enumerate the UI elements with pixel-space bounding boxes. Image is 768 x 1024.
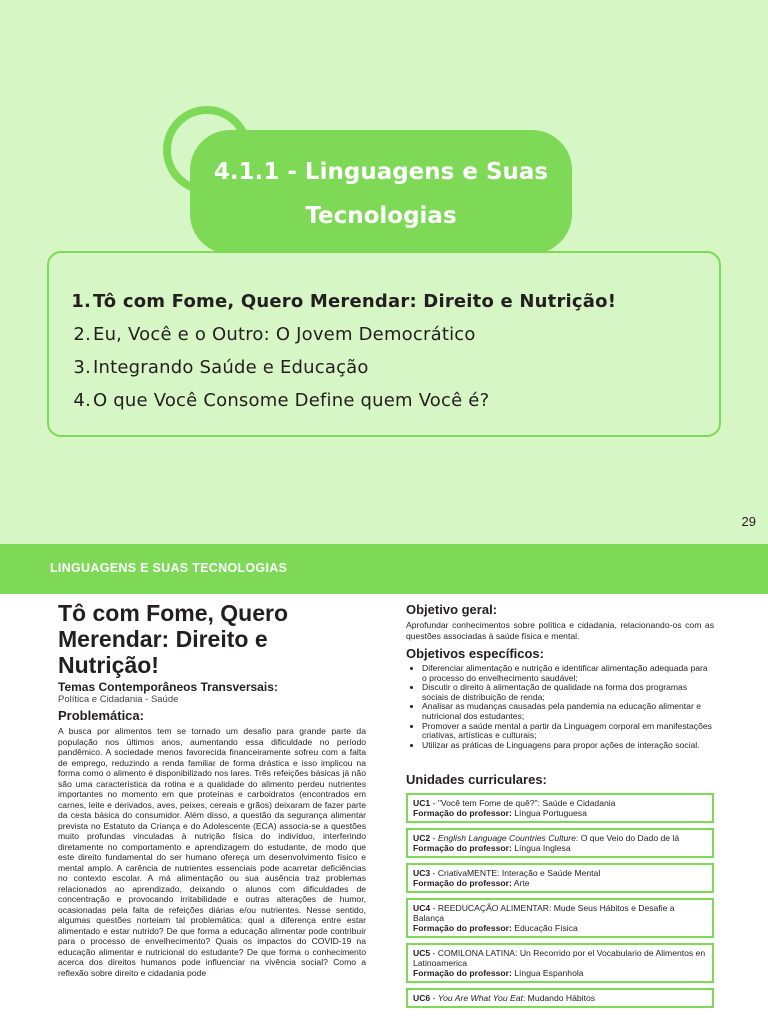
specific-objectives-heading: Objetivos específicos: — [406, 646, 544, 661]
unit-separator: - — [430, 868, 438, 879]
teacher-label: Formação do professor: — [413, 843, 512, 854]
unit-separator: - — [430, 993, 438, 1004]
topic-number: 1. — [71, 291, 91, 312]
topics-box — [47, 251, 721, 437]
unit-title-italic: You Are What You Eat — [437, 993, 523, 1004]
unit-separator: - — [430, 798, 438, 809]
unit-separator: - — [430, 903, 438, 914]
units-heading: Unidades curriculares: — [406, 772, 547, 788]
unit-separator: - — [430, 833, 438, 844]
unit-teacher-line — [413, 968, 707, 978]
unit-teacher: Língua Inglesa — [514, 843, 571, 854]
topic-number: 3. — [73, 357, 91, 378]
unit-title-line — [413, 993, 707, 1003]
band-title: LINGUAGENS E SUAS TECNOLOGIAS — [50, 561, 288, 575]
unit-title: "Você tem Fome de quê?": Saúde e Cidadania — [437, 798, 616, 809]
topic-item — [69, 285, 616, 318]
problem-text: A busca por alimentos tem se tornado um desafio para grande parte da população nos últimos anos, aumentando essa dificuldade no período pandêmico. A sociedade menos favorecida financeiramente sofreu com a falta de emprego, reduzindo a renda familiar de forma drástica e isso implicou na forma como o alimento é disponibilizado nos lares. Três refeições básicas já não são uma característica da rotina e a qualidade do alimento perdeu nutrientes importantes no momento em que proteínas e carboidratos (encontrados em carnes, leite e derivados, aves, peixes, cereais e grãos) deixaram de fazer parte da cesta básica do consumidor. Além disso, a questão da segurança alimentar prevista no Estatuto da Criança e do Adolescente (ECA) associa-se a questões muito profundas vinculadas à nutrição física do indivíduo, interferindo diretamente no comportamento e aprendizagem do estudante, de modo que este direito fundamental do ser humano ofereça um desenvolvimento físico e mental amplo. A carência de nutrientes essenciais pode acarretar deficiências no contexto escolar. A má alimentação ou sua ausência traz problemas relacionados ao aprendizado, deixando o alunos com dificuldades de concentração e provocando irritabilidade e outras alterações de humor, ocasionadas pela falta de refeições diárias e/ou nutrientes. Nesse sentido, algumas questões norteiam tal problemática: qual a diferença entre estar alimentado e estar nutrido? De que forma a educação alimentar pode contribuir para o processo de envelhecimento? Quais os impactos do COVID-19 na educação alimentar e nutricional do estudante? De que forma o conhecimento acerca dos direitos humanos pode influenciar na vivência social? Como a reflexão sobre direito e cidadania pode — [58, 726, 366, 978]
teacher-label: Formação do professor: — [413, 923, 512, 934]
unit-code: UC2 — [413, 833, 431, 844]
unit-separator: - — [430, 948, 438, 959]
unit-title: CriativaMENTE: Interação e Saúde Mental — [437, 868, 601, 879]
teacher-label: Formação do professor: — [413, 808, 512, 819]
unit-teacher: Arte — [513, 878, 530, 889]
topic-label: Tô com Fome, Quero Merendar: Direito e Nutrição! — [93, 291, 617, 312]
unit-card — [406, 863, 714, 893]
unit-code: UC4 — [413, 903, 431, 914]
section-band — [0, 544, 768, 594]
general-objective-text: Aprofundar conhecimentos sobre política e cidadania, relacionando-os com as questões associadas à saúde física e mental. — [406, 620, 714, 641]
specific-objectives-list — [406, 664, 714, 750]
right-column — [406, 602, 714, 1013]
unit-card — [406, 793, 714, 823]
unit-code: UC6 — [413, 993, 431, 1004]
section-heading-line2: Tecnologias — [305, 203, 457, 229]
teacher-label: Formação do professor: — [413, 968, 512, 979]
topic-item — [69, 384, 616, 417]
problem-heading: Problemática: — [58, 708, 144, 723]
unit-teacher: Educação Física — [514, 923, 578, 934]
unit-teacher-line — [413, 923, 707, 933]
topic-number: 4. — [73, 390, 91, 411]
unit-title: REEDUCAÇÃO ALIMENTAR: Mude Seus Hábitos e Desafie a Balança — [413, 903, 675, 924]
doc-title-line: Nutrição! — [58, 652, 159, 678]
page-number: 29 — [741, 514, 756, 529]
unit-card — [406, 943, 714, 983]
unit-teacher: Língua Portuguesa — [514, 808, 587, 819]
unit-code: UC5 — [413, 948, 431, 959]
unit-title: : O que Veio do Dado de lá — [575, 833, 680, 844]
section-heading — [190, 130, 572, 254]
topic-item — [69, 318, 616, 351]
unit-teacher-line — [413, 808, 707, 818]
topic-label: Eu, Você e o Outro: O Jovem Democrático — [93, 324, 476, 345]
unit-title-line — [413, 903, 707, 923]
themes-heading: Temas Contemporâneos Transversais: — [58, 680, 278, 694]
unit-title-line — [413, 948, 707, 968]
doc-title — [58, 600, 366, 678]
objective-item: • Discutir o direito à alimentação de qualidade na forma dos programas sociais de distribuição de renda; — [422, 683, 714, 702]
objective-item: • Utilizar as práticas de Linguagens para propor ações de interação social. — [422, 741, 714, 751]
unit-title-italic: English Language Countries Culture — [437, 833, 576, 844]
unit-teacher-line — [413, 843, 707, 853]
section-heading-line1: 4.1.1 - Linguagens e Suas — [213, 159, 549, 185]
unit-title: : Mudando Hábitos — [522, 993, 596, 1004]
unit-code: UC3 — [413, 868, 431, 879]
doc-title-line: Tô com Fome, Quero — [58, 600, 289, 626]
unit-title-line — [413, 868, 707, 878]
unit-teacher: Língua Espanhola — [514, 968, 584, 979]
left-column — [58, 598, 366, 978]
objective-item: • Diferenciar alimentação e nutrição e identificar alimentação adequada para o processo do envelhecimento saudável; — [422, 664, 714, 683]
unit-card — [406, 988, 714, 1008]
general-objective-heading: Objetivo geral: — [406, 602, 498, 617]
topic-item — [69, 351, 616, 384]
unit-title-line — [413, 833, 707, 843]
teacher-label: Formação do professor: — [413, 878, 512, 889]
unit-card — [406, 828, 714, 858]
objective-item: • Promover a saúde mental a partir da Linguagem corporal em manifestações criativas, artísticas e culturais; — [422, 722, 714, 741]
topic-label: Integrando Saúde e Educação — [93, 357, 369, 378]
topic-label: O que Você Consome Define quem Você é? — [93, 390, 490, 411]
topic-number: 2. — [73, 324, 91, 345]
unit-card — [406, 898, 714, 938]
unit-title-line — [413, 798, 707, 808]
doc-title-line: Merendar: Direito e — [58, 626, 268, 652]
unit-teacher-line — [413, 878, 707, 888]
unit-title: COMILONA LATINA: Un Recorrido por el Vocabulario de Alimentos en Latinoamerica — [413, 948, 706, 969]
themes-value: Política e Cidadania - Saúde — [58, 694, 179, 705]
topics-list — [69, 285, 616, 417]
objective-item: • Analisar as mudanças causadas pela pandemia na educação alimentar e nutricional dos estudantes; — [422, 702, 714, 721]
unit-code: UC1 — [413, 798, 431, 809]
